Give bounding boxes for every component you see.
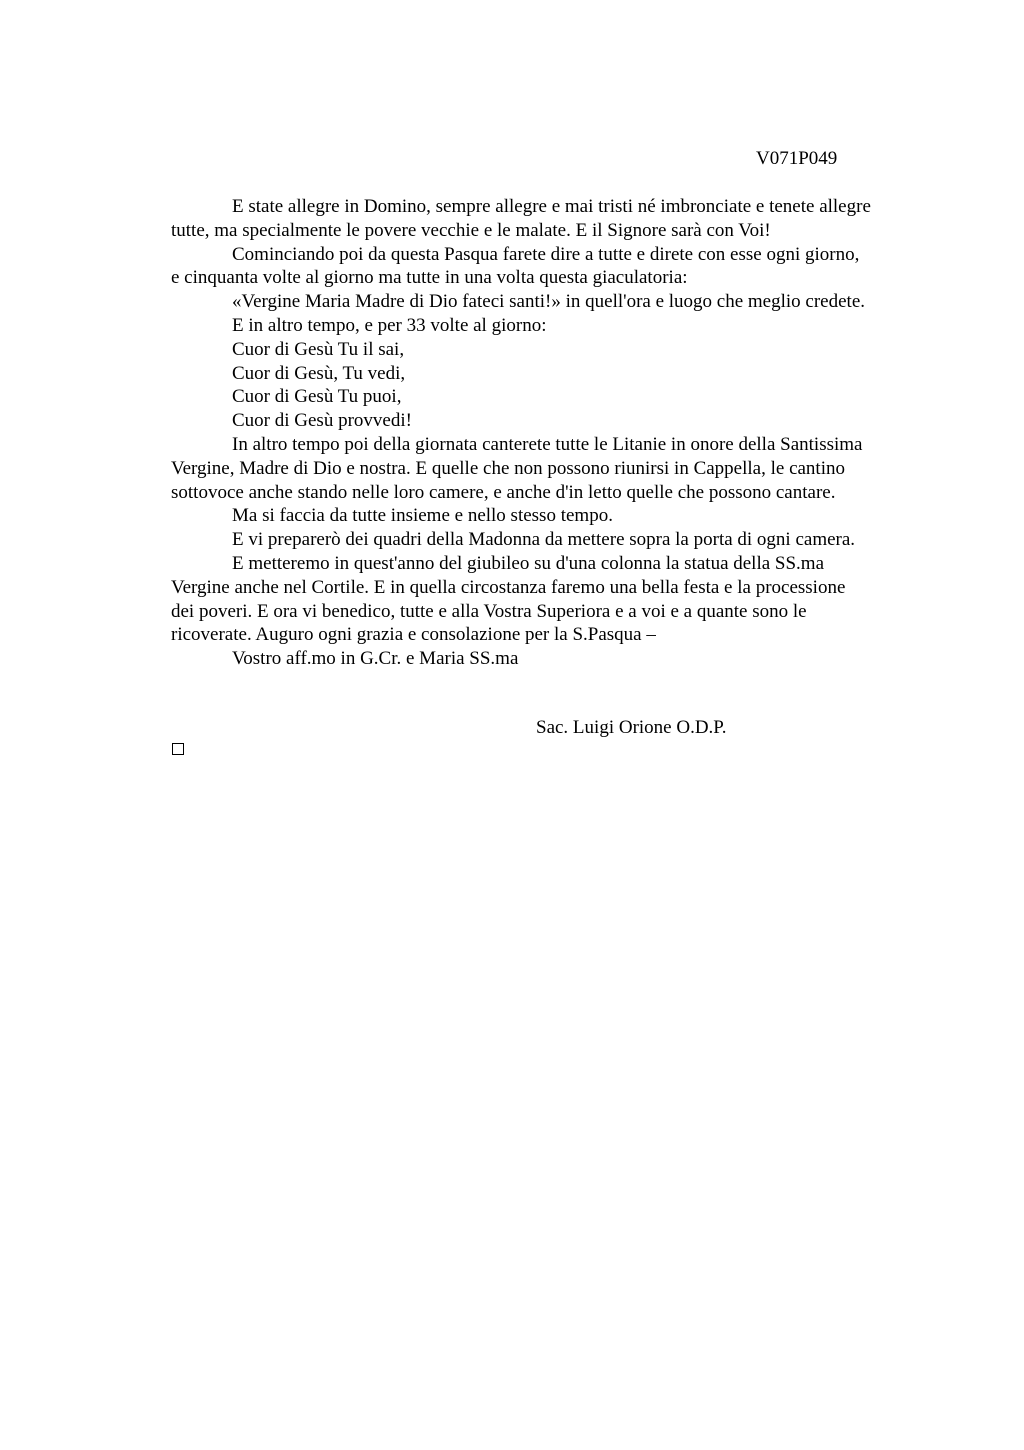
body-line: ricoverate. Auguro ogni grazia e consolazione per la S.Pasqua – [171, 624, 656, 646]
empty-square-icon [172, 743, 184, 755]
letter-body [171, 195, 941, 671]
signature: Sac. Luigi Orione O.D.P. [536, 717, 727, 738]
body-line: e cinquanta volte al giorno ma tutte in una volta questa giaculatoria: [171, 267, 688, 289]
closing-line: Vostro aff.mo in G.Cr. e Maria SS.ma [232, 648, 519, 670]
paragraph-4 [171, 552, 941, 647]
litany-line: Cuor di Gesù Tu il sai, [232, 338, 405, 360]
litany-line: Cuor di Gesù, Tu vedi, [232, 362, 406, 384]
body-line: E vi preparerò dei quadri della Madonna da mettere sopra la porta di ogni camera. [232, 529, 856, 551]
body-line: tutte, ma specialmente le povere vecchie e le malate. E il Signore sarà con Voi! [171, 219, 771, 241]
paragraph-2 [171, 243, 941, 291]
litany-line: Cuor di Gesù Tu puoi, [232, 386, 402, 408]
body-line: E metteremo in quest'anno del giubileo su d'una colonna la statua della SS.ma [232, 552, 825, 574]
litany-line: Cuor di Gesù provvedi! [232, 410, 412, 432]
body-line: In altro tempo poi della giornata canterete tutte le Litanie in onore della Santissima [232, 433, 863, 455]
body-line: sottovoce anche stando nelle loro camere, e anche d'in letto quelle che possono cantare. [171, 481, 836, 503]
body-line: dei poveri. E ora vi benedico, tutte e alla Vostra Superiora e a voi e a quante sono le [171, 600, 807, 622]
prayer-line: «Vergine Maria Madre di Dio fateci santi!» in quell'ora e luogo che meglio credete. [232, 291, 866, 313]
body-line: E state allegre in Domino, sempre allegre e mai tristi né imbronciate e tenete allegre [232, 196, 871, 217]
body-line: Vergine anche nel Cortile. E in quella circostanza faremo una bella festa e la processione [171, 576, 846, 598]
body-line: Cominciando poi da questa Pasqua farete dire a tutte e direte con esse ogni giorno, [232, 243, 860, 265]
body-line: Ma si faccia da tutte insieme e nello stesso tempo. [232, 505, 613, 527]
body-line: Vergine, Madre di Dio e nostra. E quelle che non possono riunirsi in Cappella, le cantino [171, 457, 845, 479]
page-code: V071P049 [756, 148, 838, 169]
paragraph-1 [171, 195, 941, 243]
body-line: E in altro tempo, e per 33 volte al giorno: [232, 314, 547, 336]
paragraph-3 [171, 433, 941, 504]
